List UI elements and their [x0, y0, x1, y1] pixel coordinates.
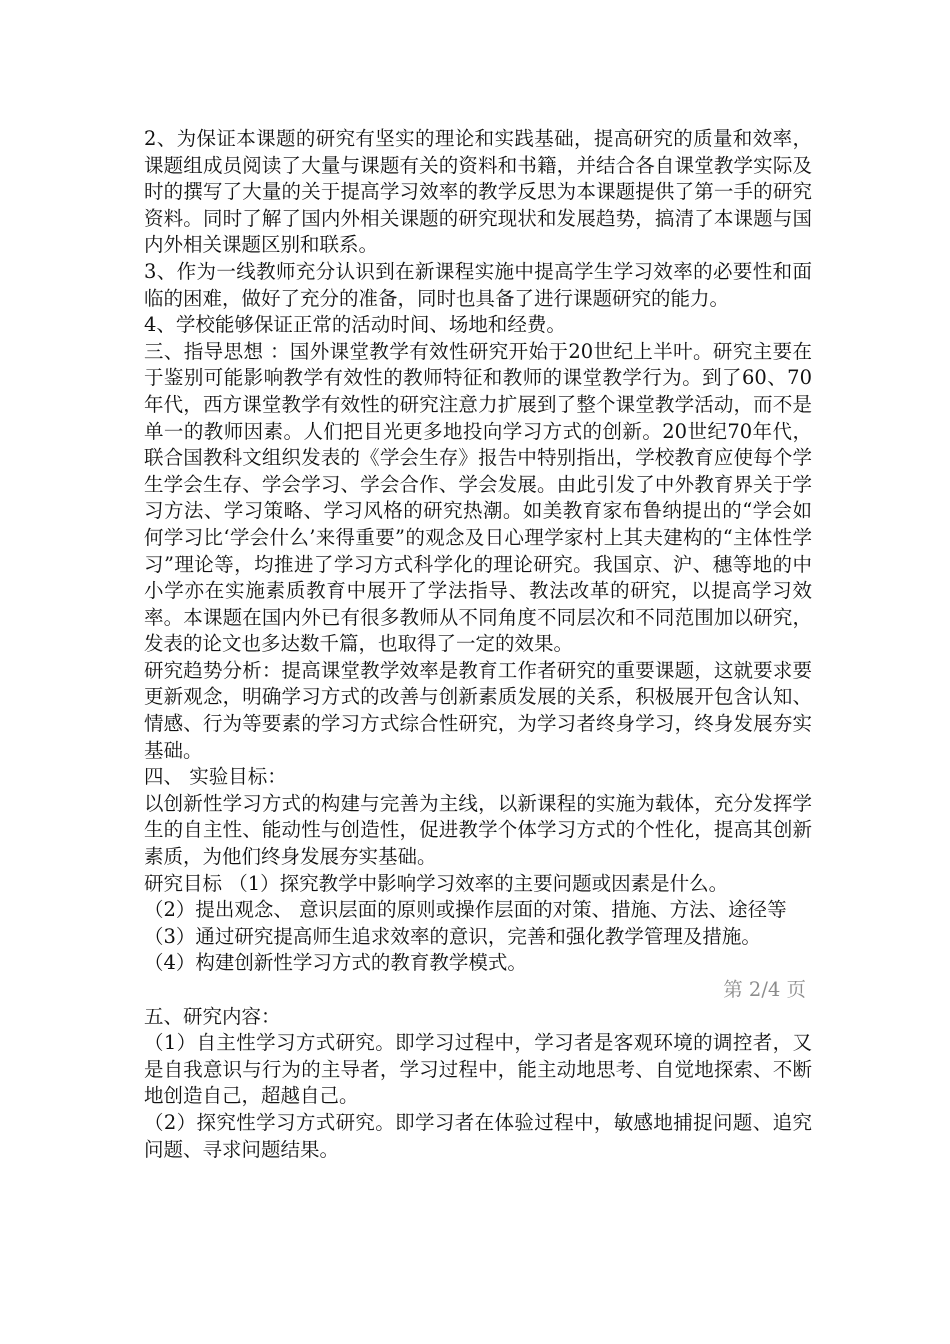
section-research-content-heading: 五、研究内容：: [144, 1004, 281, 1028]
paragraph-2: 2、为保证本课题的研究有坚实的理论和实践基础，提高研究的质量和效率，课题组成员阅读了大量与课题有关的资料和书籍，并结合各自课堂教学实际及时的撰写了大量的关于提高学习效率的教学反思为本课题提供了第一手的研究资料。同时了解了国内外相关课题的研究现状和发展趋势，搞清了本课题与国内外相关课题区别和联系。: [144, 127, 812, 257]
document-body: [144, 126, 812, 1163]
research-goal-4: （4）构建创新性学习方式的教育教学模式。: [144, 951, 527, 975]
section-experiment-goals-heading: 四、 实验目标：: [144, 765, 287, 789]
paragraph-trend-analysis: 研究趋势分析：提高课堂教学效率是教育工作者研究的重要课题，这就要求要更新观念，明确学习方式的改善与创新素质发展的关系，积极展开包含认知、情感、行为等要素的学习方式综合性研究，为学习者终身学习，终身发展夯实基础。: [144, 658, 812, 762]
paragraph-3: 3、作为一线教师充分认识到在新课程实施中提高学生学习效率的必要性和面临的困难，做好了充分的准备，同时也具备了进行课题研究的能力。: [144, 259, 812, 310]
paragraph-experiment-goals: 以创新性学习方式的构建与完善为主线，以新课程的实施为载体，充分发挥学生的自主性、能动性与创造性，促进教学个体学习方式的个性化，提高其创新素质，为他们终身发展夯实基础。: [144, 791, 812, 869]
research-content-1: （1）自主性学习方式研究。即学习过程中，学习者是客观环境的调控者，又是自我意识与行为的主导者，学习过程中，能主动地思考、自觉地探索、不断地创造自己，超越自己。: [144, 1031, 812, 1108]
research-goal-1: 研究目标 （1）探究教学中影响学习效率的主要问题或因素是什么。: [144, 871, 729, 895]
research-goal-2: （2）提出观念、 意识层面的原则或操作层面的对策、措施、方法、途径等: [144, 898, 787, 922]
research-goal-3: （3）通过研究提高师生追求效率的意识，完善和强化教学管理及措施。: [144, 924, 761, 948]
research-content-2: （2）探究性学习方式研究。即学习者在体验过程中，敏感地捕捉问题、追究问题、寻求问题结果。: [144, 1110, 812, 1161]
page-number: 第 2/4 页: [723, 978, 806, 1001]
section-guiding-ideology: 三、指导思想 ：国外课堂教学有效性研究开始于20世纪上半叶。研究主要在于鉴别可能影响教学有效性的教师特征和教师的课堂教学行为。到了60、70年代，西方课堂教学有效性的研究注意力扩展到了整个课堂教学活动，而不是单一的教师因素。人们把目光更多地投向学习方式的创新。20世纪70年代，联合国教科文组织发表的《学会生存》报告中特别指出，学校教育应使每个学生学会生存、学会学习、学会合作、学会发展。由此引发了中外教育界关于学习方法、学习策略、学习风格的研究热潮。如美教育家布鲁纳提出的“学会如何学习比‘学会什么’来得重要”的观念及日心理学家村上其夫建构的“主体性学习”理论等，均推进了学习方式科学化的理论研究。我国京、沪、穗等地的中小学亦在实施素质教育中展开了学法指导、教法改革的研究，以提高学习效率。本课题在国内外已有很多教师从不同角度不同层次和不同范围加以研究，发表的论文也多达数千篇，也取得了一定的效果。: [144, 339, 812, 656]
paragraph-4: 4、学校能够保证正常的活动时间、场地和经费。: [144, 313, 566, 337]
